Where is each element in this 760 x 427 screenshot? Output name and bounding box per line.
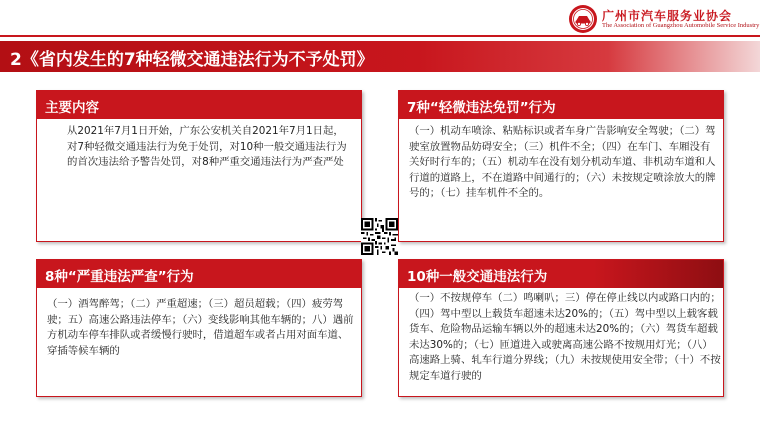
association-seal-icon [568,4,598,34]
card-header [399,260,723,288]
qr-code-icon [361,218,398,255]
main-content-card [36,90,362,242]
card-heading: 10种一般交通违法行为 [407,269,548,285]
org-name-en: The Association of Guangzhou Automobile Service Industry [602,22,760,29]
header-bar [0,0,760,34]
card-heading: 主要内容 [45,100,99,116]
card-header [399,91,723,119]
page-title: 2《省内发生的7种轻微交通违法行为不予处罚》 [10,50,374,70]
card-header [37,260,361,288]
serious-violations-card [36,259,362,397]
card-body: （一）酒驾醉驾；（二）严重超速；（三）超员超载；（四）疲劳驾驶；五）高速公路违法停车；（六）变线影响其他车辆的；八）遇前方机动车停车排队或者缓慢行驶时，借道超车或者占用对面车道、穿插等候车辆的 [47,298,354,357]
card-heading: 7种“轻微违法免罚”行为 [407,100,556,116]
minor-violations-card [398,90,724,242]
title-bar [0,41,760,72]
card-heading: 8种“严重违法严查”行为 [45,269,194,285]
card-body: （一）不按规停车（二）鸣喇叭；三）停在停止线以内或路口内的；（四）驾中型以上载货车超速未达20%的；（五）驾中型以上载客载货车、危险物品运输车辆以外的超速未达20%的；（六）驾货车超载未达30%的；（七）匝道进入或驶离高速公路不按规用灯光；（八）高速路上骑、轧车行道分界线；（九）未按规使用安全带；（十）不按规定车道行驶的 [409,292,721,382]
card-body: （一）机动车喷涂、粘贴标识或者车身广告影响安全驾驶；（二）驾驶室放置物品妨碍安全；（三）机件不全；（四）在车门、车厢没有关好时行车的；（五）机动车在没有划分机动车道、非机动车道和人行道的道路上，不在道路中间通行的；（六）未按规定喷涂放大的牌号的；（七）挂车机件不全的。 [409,125,716,200]
general-violations-card [398,259,724,397]
card-body: 从2021年7月1日开始，广东公安机关自2021年7月1日起，对7种轻微交通违法行为免于处罚，对10种一般交通违法行为的首次违法给予警告处罚，对8种严重交通违法行为严查严处 [67,125,347,169]
header-rule [0,35,760,37]
org-name-cn: 广州市汽车服务业协会 [602,9,733,23]
card-header [37,91,361,119]
